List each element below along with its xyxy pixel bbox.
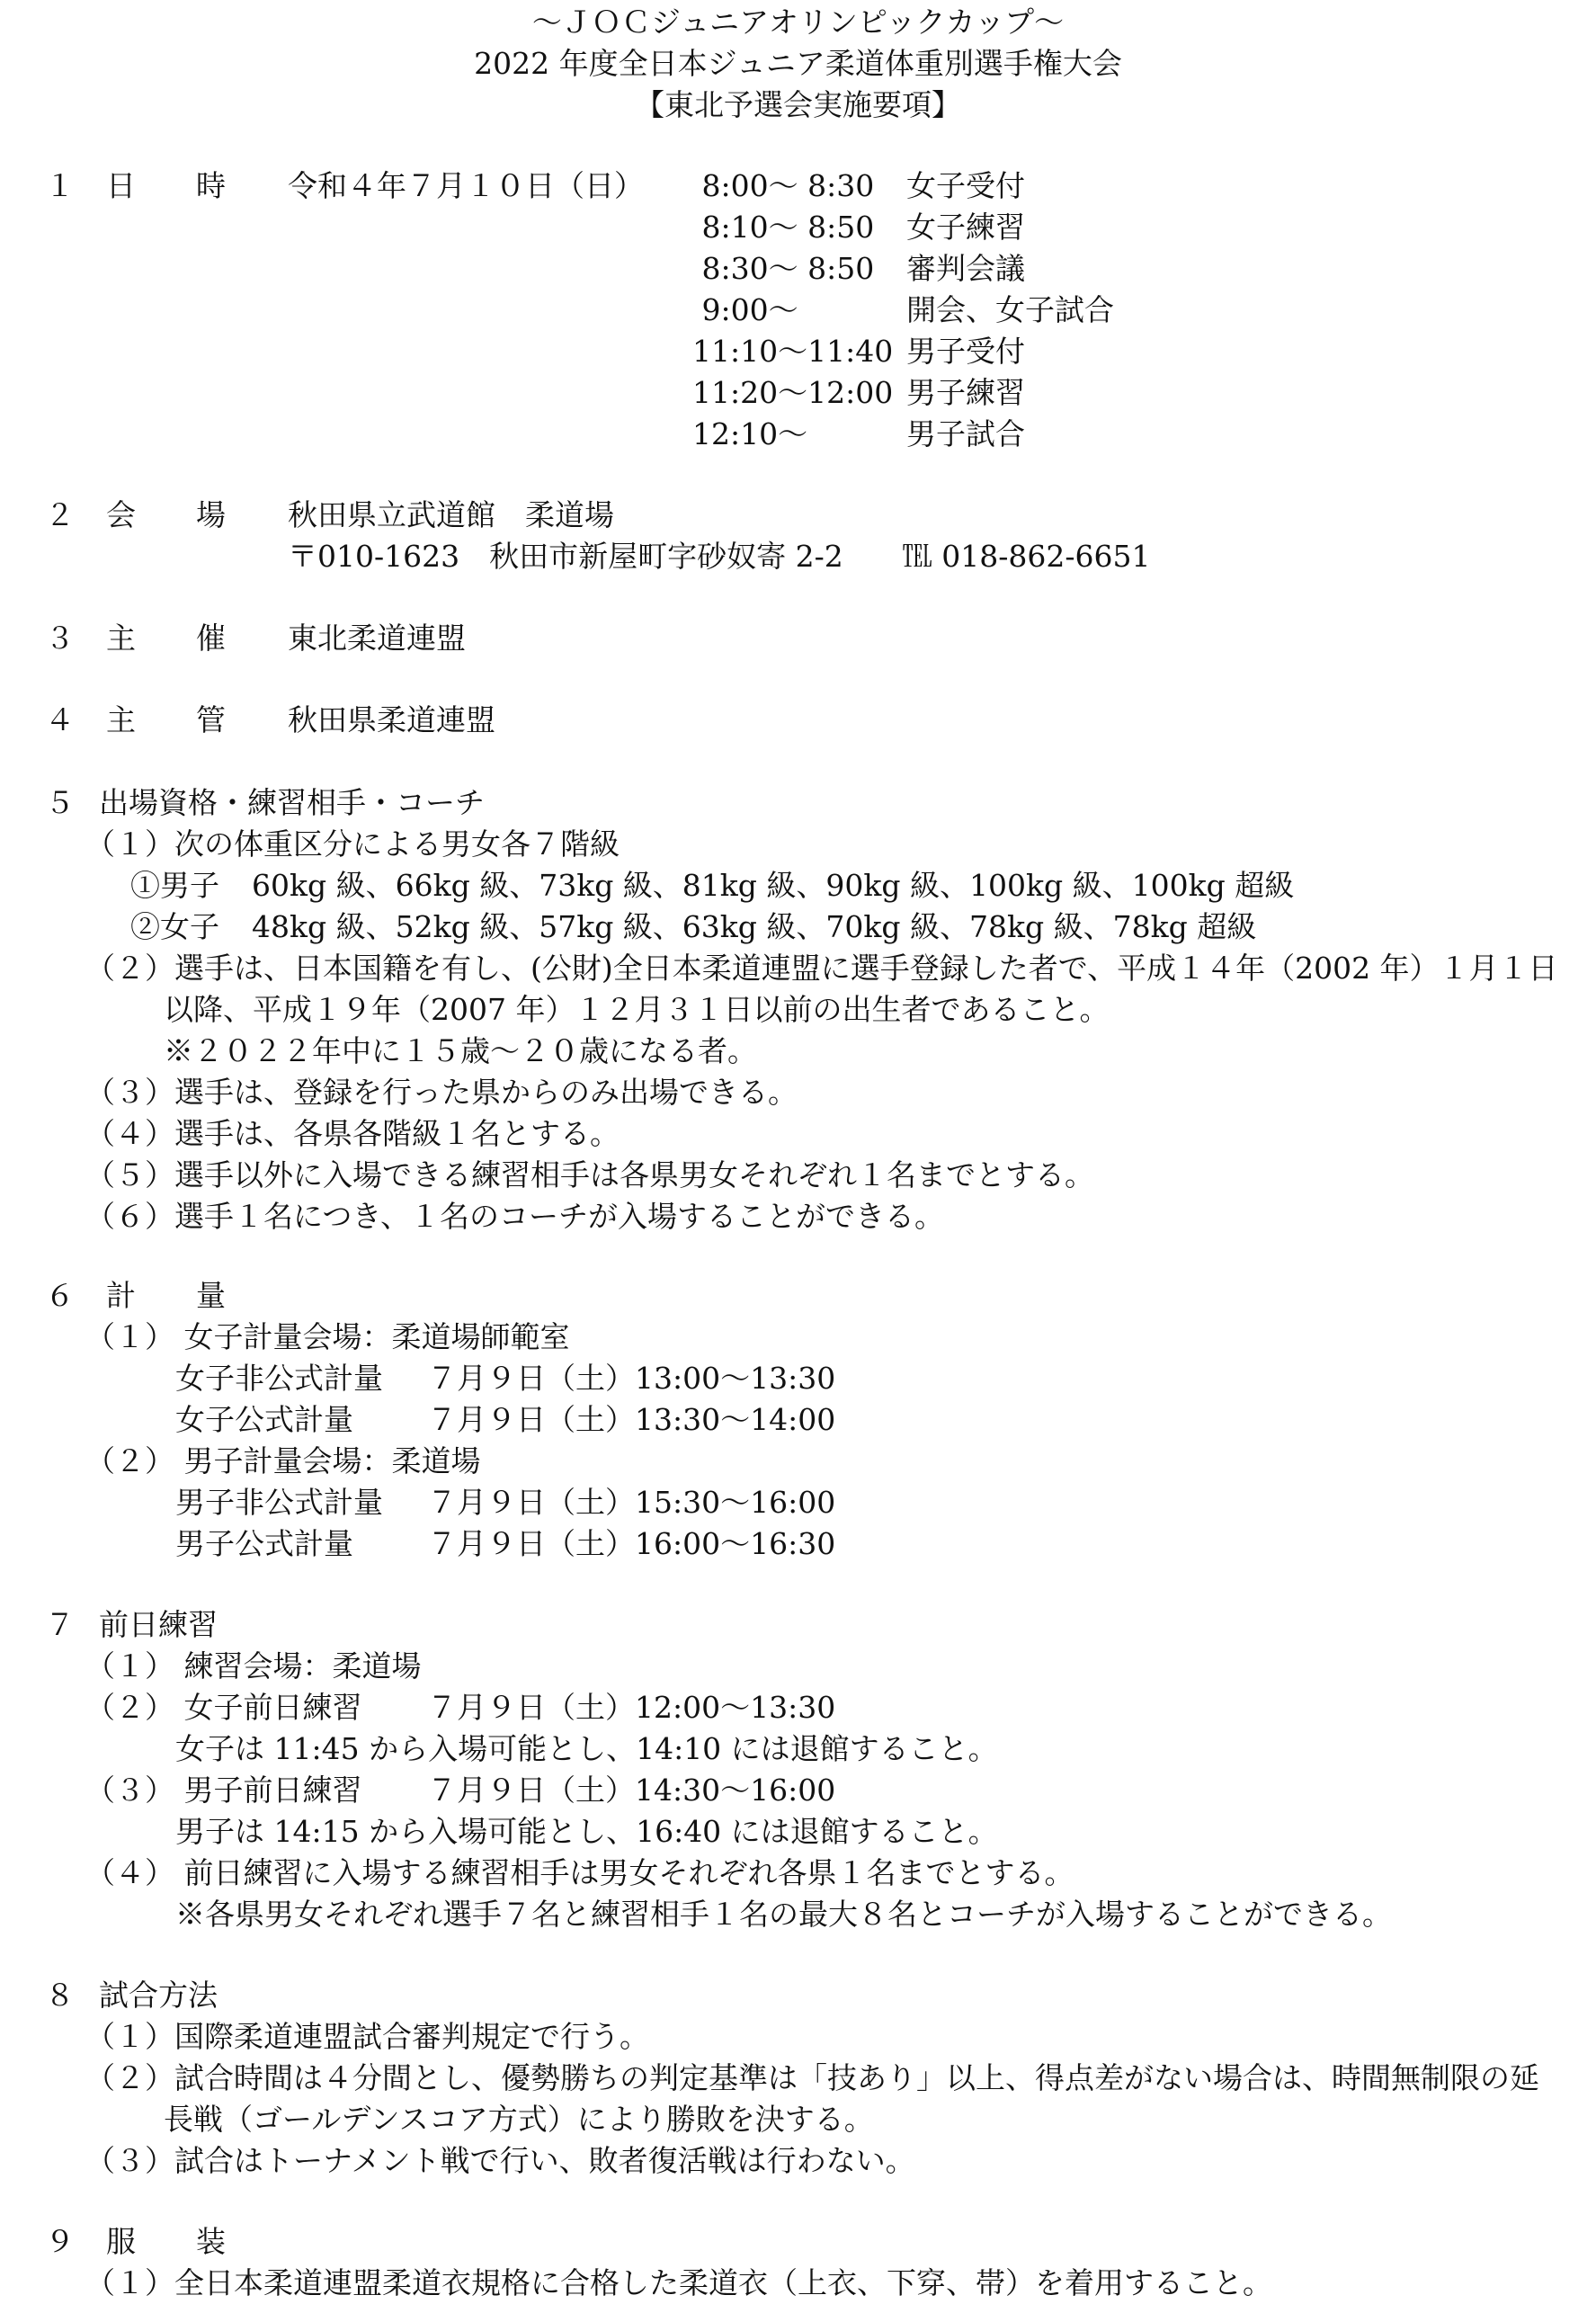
item-note: ※各県男女それぞれ選手７名と練習相手１名の最大８名とコーチが入場することができる。 [175,1897,1392,1932]
weigh-in-row [45,1399,1578,1441]
section-label-char: 服 [106,2224,136,2259]
list-item [45,1317,1578,1358]
section-number: ７ [45,1607,75,1642]
women-classes: 48kg 級、52kg 級、57kg 級、63kg 級、70kg 級、78kg 級、78kg 超級 [252,909,1257,944]
item-text: （２）選手は、日本国籍を有し、(公財)全日本柔道連盟に選手登録した者で、平成１４年（2002 年）１月１日 [85,951,1558,986]
list-item-note [45,1811,1578,1853]
men-label: ①男子 [130,868,219,903]
weigh-in-label: 男子公式計量 [175,1526,353,1561]
schedule-event: 審判会議 [906,251,1025,286]
weigh-in-time: ７月９日（土）15:30～16:00 [427,1485,836,1520]
item-text: （１）国際柔道連盟試合審判規定で行う。 [85,2019,649,2054]
weigh-in-row [45,1358,1578,1399]
schedule-event: 開会、女子試合 [906,292,1114,327]
section-title: 試合方法 [99,1978,218,2013]
weigh-in-row [45,1482,1578,1523]
list-item-note [45,1894,1578,1935]
list-item [45,1687,1578,1728]
event-title-line3: 【東北予選会実施要項】 [635,87,961,122]
section-label-char: 主 [106,621,136,656]
section-8-heading [45,1975,1578,2016]
list-item [45,1853,1578,1894]
schedule-time: 9:00～ [692,292,798,327]
item-text: （１） 練習会場：柔道場 [85,1648,422,1683]
section-6-weigh-in [45,1275,1578,1565]
section-label-char: 主 [106,702,136,737]
schedule-event: 男子試合 [906,416,1025,451]
item-text: （４） 前日練習に入場する練習相手は男女それぞれ各県１名までとする。 [85,1855,1074,1890]
section-5-eligibility [45,782,1578,1237]
section-3-organizer [45,618,1578,659]
weigh-in-label: 男子非公式計量 [175,1485,383,1520]
schedule-row [45,207,1578,248]
section-label-char: 催 [196,621,226,656]
section-2-row [45,495,1578,536]
item-label: （３） 男子前日練習 [85,1773,362,1808]
event-title-line1: ～ＪＯＣジュニアオリンピックカップ～ [531,4,1065,40]
list-item-note [45,1728,1578,1770]
section-number: ８ [45,1978,75,2013]
venue-address-row [45,536,1578,577]
section-7-practice [45,1604,1578,1935]
section-label-char: 会 [106,497,136,532]
section-9-attire [45,2221,1578,2304]
list-item [45,2263,1578,2304]
item-text: （４）選手は、各県各階級１名とする。 [85,1116,620,1151]
item-text: （１）全日本柔道連盟柔道衣規格に合格した柔道衣（上衣、下穿、帯）を着用すること。 [85,2265,1272,2300]
section-number: １ [45,168,75,203]
section-label-char: 場 [196,497,226,532]
weigh-in-time: ７月９日（土）13:00～13:30 [427,1361,836,1396]
item-text: （３）選手は、登録を行った県からのみ出場できる。 [85,1075,798,1110]
section-9-heading [45,2221,1578,2263]
item-note: ※２０２２年中に１５歳～２０歳になる者。 [164,1033,757,1068]
section-number: ２ [45,497,75,532]
list-item-note [45,1031,1578,1072]
section-5-heading [45,782,1578,824]
schedule-time: 11:20～12:00 [692,375,894,410]
practice-time: ７月９日（土）14:30～16:00 [427,1773,836,1808]
item-note: 女子は 11:45 から入場可能とし、14:10 には退館すること。 [175,1731,998,1766]
schedule-time: 8:10～ 8:50 [692,210,875,245]
list-item [45,1646,1578,1687]
schedule-row [45,248,1578,290]
section-1-datetime [45,165,1578,455]
weight-class-row-men [45,865,1578,906]
venue-name: 秋田県立武道館 柔道場 [288,497,614,532]
list-item-continuation [45,989,1578,1031]
weigh-in-label: 女子非公式計量 [175,1361,383,1396]
weigh-in-time: ７月９日（土）16:00～16:30 [427,1526,836,1561]
section-label-char: 管 [196,702,226,737]
venue-address: 〒010-1623 秋田市新屋町字砂奴寄 2-2 ℡ 018-862-6651 [288,539,1151,574]
item-text: （６）選手１名につき、１名のコーチが入場することができる。 [85,1199,945,1234]
event-date: 令和４年７月１０日（日） [288,168,644,203]
section-1-row [45,165,1578,207]
weigh-in-row [45,1523,1578,1565]
schedule-row [45,290,1578,331]
list-item [45,2140,1578,2182]
schedule-event: 女子受付 [906,168,1025,203]
schedule-event: 男子練習 [906,375,1025,410]
schedule-time: 8:30～ 8:50 [692,251,875,286]
section-4-host [45,700,1578,741]
list-item [45,824,1578,865]
list-item [45,2058,1578,2099]
schedule-time: 11:10～11:40 [692,334,894,369]
weigh-in-time: ７月９日（土）13:30～14:00 [427,1402,836,1437]
section-number: ４ [45,702,75,737]
weight-class-row-women [45,906,1578,948]
item-text: （１） 女子計量会場：柔道場師範室 [85,1319,570,1354]
section-number: ３ [45,621,75,656]
list-item [45,2016,1578,2058]
section-label-char: 装 [196,2224,226,2259]
list-item [45,1770,1578,1811]
schedule-row [45,372,1578,414]
list-item [45,1155,1578,1196]
host-value: 秋田県柔道連盟 [288,702,495,737]
list-item [45,948,1578,989]
men-classes: 60kg 級、66kg 級、73kg 級、81kg 級、90kg 級、100kg 級、100kg 超級 [252,868,1295,903]
women-label: ②女子 [130,909,219,944]
practice-time: ７月９日（土）12:00～13:30 [427,1690,836,1725]
list-item [45,1441,1578,1482]
item-text: （３）試合はトーナメント戦で行い、敗者復活戦は行わない。 [85,2143,915,2178]
section-8-match-rules [45,1975,1578,2182]
section-title: 出場資格・練習相手・コーチ [99,785,485,820]
item-text: （２） 男子計量会場：柔道場 [85,1443,481,1478]
item-text: （１）次の体重区分による男女各７階級 [85,826,620,862]
item-text: （２）試合時間は４分間とし、優勢勝ちの判定基準は「技あり」以上、得点差がない場合は、時間無制限の延 [85,2060,1539,2095]
section-6-heading [45,1275,1578,1317]
section-number: ５ [45,785,75,820]
section-label-char: 計 [106,1278,136,1313]
item-text: 以降、平成１９年（2007 年）１２月３１日以前の出生者であること。 [164,992,1110,1027]
section-label-char: 時 [196,168,226,203]
schedule-event: 男子受付 [906,334,1025,369]
item-text: （５）選手以外に入場できる練習相手は各県男女それぞれ１名までとする。 [85,1157,1094,1192]
section-label-char: 量 [196,1278,226,1313]
schedule-time: 8:00～ 8:30 [692,168,875,203]
schedule-event: 女子練習 [906,210,1025,245]
list-item-continuation [45,2099,1578,2140]
list-item [45,1113,1578,1155]
item-note: 男子は 14:15 から入場可能とし、16:40 には退館すること。 [175,1814,998,1849]
section-2-venue [45,495,1578,577]
schedule-time: 12:10～ [692,416,808,451]
section-number: ９ [45,2224,75,2259]
item-label: （２） 女子前日練習 [85,1690,362,1725]
section-label-char: 日 [106,168,136,203]
section-title: 前日練習 [99,1607,218,1642]
list-item [45,1072,1578,1113]
schedule-row [45,414,1578,455]
section-number: ６ [45,1278,75,1313]
document-header [0,2,1596,126]
section-4-row [45,700,1578,741]
event-title-line2: 2022 年度全日本ジュニア柔道体重別選手権大会 [474,46,1122,81]
list-item [45,1196,1578,1237]
section-7-heading [45,1604,1578,1646]
item-text: 長戦（ゴールデンスコア方式）により勝敗を決する。 [164,2102,874,2137]
section-3-row [45,618,1578,659]
weigh-in-label: 女子公式計量 [175,1402,353,1437]
organizer-value: 東北柔道連盟 [288,621,466,656]
schedule-row [45,331,1578,372]
